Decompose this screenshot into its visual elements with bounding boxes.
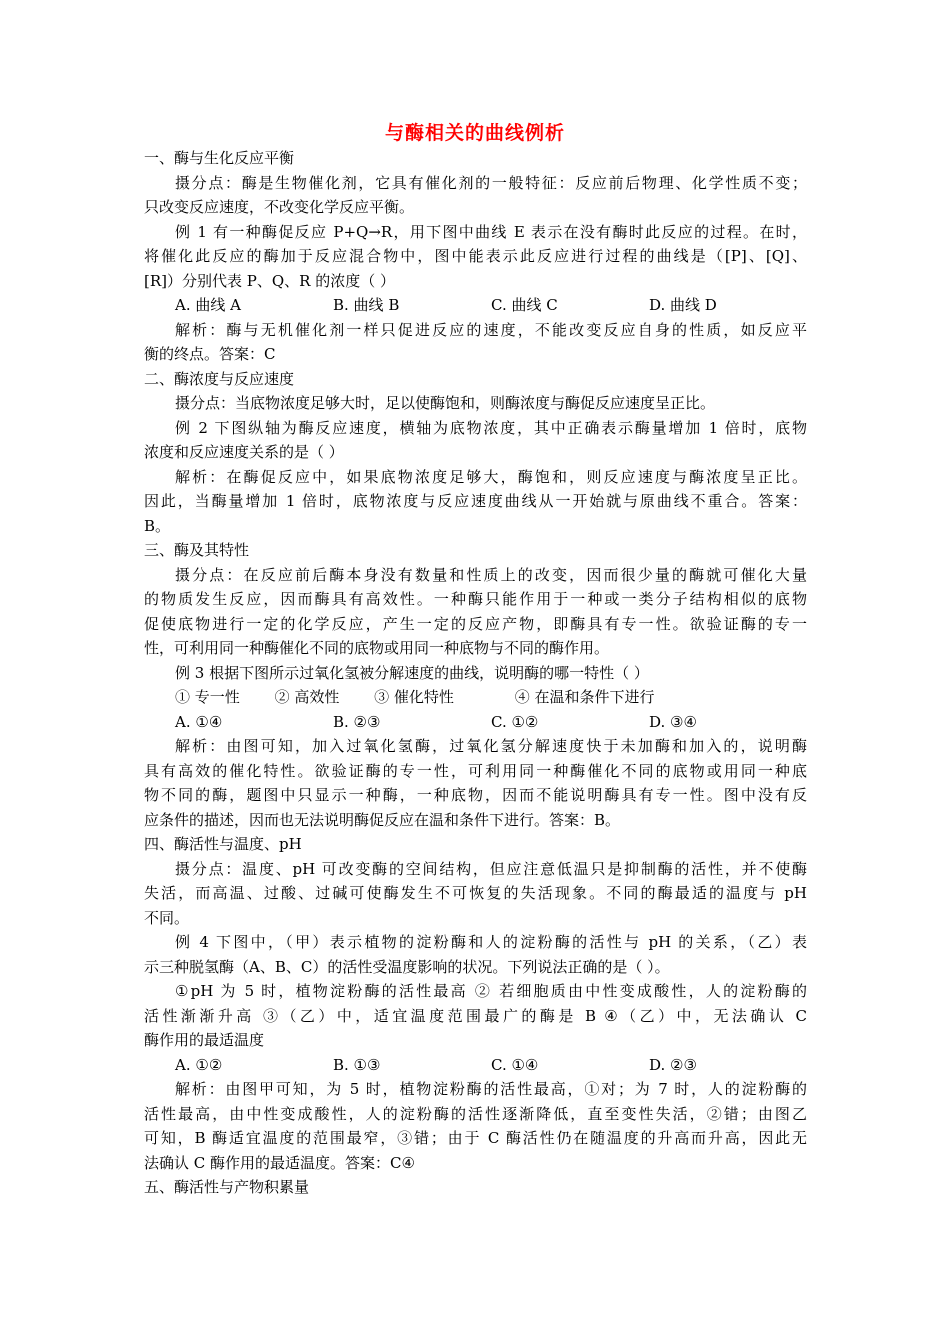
option-b: B. ①③ xyxy=(333,1055,381,1074)
paragraph-line: 应条件的描述，因而也无法说明酶促反应在温和条件下进行。答案：B。 xyxy=(144,810,621,829)
document-title: 与酶相关的曲线例析 xyxy=(384,122,565,144)
paragraph-line: 摄分点：酶是生物催化剂，它具有催化剂的一般特征：反应前后物理、化学性质不变； xyxy=(175,173,807,192)
paragraph-line: 酶作用的最适温度 xyxy=(144,1031,265,1049)
option-d: D. ②③ xyxy=(649,1055,697,1074)
paragraph-line: 摄分点：当底物浓度足够大时，足以使酶饱和，则酶浓度与酶促反应速度呈正比。 xyxy=(175,394,716,412)
section-heading-3: 三、酶及其特性 xyxy=(144,541,250,559)
paragraph-line: 例 2 下图纵轴为酶反应速度，横轴为底物浓度，其中正确表示酶量增加 1 倍时，底物 xyxy=(175,418,807,437)
paragraph-line: 解析：酶与无机催化剂一样只促进反应的速度，不能改变反应自身的性质，如反应平 xyxy=(175,320,807,339)
answer-options-3 xyxy=(144,710,807,735)
paragraph-line: 可知，B 酶适宜温度的范围最窄，③错；由于 C 酶活性仍在随温度的升高而升高，因此无 xyxy=(144,1129,807,1147)
paragraph-line: 性，可利用同一种酶催化不同的底物或用同一种底物与不同的酶作用。 xyxy=(144,639,610,657)
option-a: A. ①② xyxy=(175,1055,223,1074)
paragraph-line: 活性渐渐升高 ③（乙）中，适宜温度范围最广的酶是 B ④（乙）中，无法确认 C xyxy=(144,1006,807,1025)
paragraph-line: 例 1 有一种酶促反应 P+Q→R，用下图中曲线 E 表示在没有酶时此反应的过程。在时， xyxy=(175,222,807,241)
paragraph-line: 例 4 下图中，（甲）表示植物的淀粉酶和人的淀粉酶的活性与 pH 的关系，（乙）表 xyxy=(175,933,807,951)
paragraph-line: 因此，当酶量增加 1 倍时，底物浓度与反应速度曲线从一开始就与原曲线不重合。答案： xyxy=(144,492,807,510)
paragraph-line: 的物质发生反应，因而酶具有高效性。一种酶只能作用于一种或一类分子结构相似的底物 xyxy=(144,590,807,608)
option-c: C. 曲线 C xyxy=(491,296,558,314)
statement-item: ② 高效性 xyxy=(274,688,340,706)
paragraph-line: 失活，而高温、过酸、过碱可使酶发生不可恢复的失活现象。不同的酶最适的温度与 pH xyxy=(144,884,807,902)
paragraph-line: 摄分点：温度、pH 可改变酶的空间结构，但应注意低温只是抑制酶的活性，并不使酶 xyxy=(175,859,807,878)
paragraph-line: 将催化此反应的酶加于反应混合物中，图中能表示此反应进行过程的曲线是（[P]、[Q]、 xyxy=(144,247,807,265)
paragraph-line: 只改变反应速度，不改变化学反应平衡。 xyxy=(144,198,415,216)
section-heading-4: 四、酶活性与温度、pH xyxy=(144,835,302,853)
statement-item: ① 专一性 xyxy=(175,688,240,706)
section-heading-5: 五、酶活性与产物积累量 xyxy=(144,1178,310,1196)
option-a: A. ①④ xyxy=(175,712,223,731)
answer-options-4 xyxy=(144,1053,807,1078)
document-body xyxy=(144,146,807,1200)
option-d: D. 曲线 D xyxy=(649,296,717,314)
statement-items-3 xyxy=(144,685,807,710)
option-b: B. ②③ xyxy=(333,712,381,731)
paragraph-line: 活性最高，由中性变成酸性，人的淀粉酶的活性逐渐降低，直至变性失活，②错；由图乙 xyxy=(144,1104,807,1123)
paragraph-line: 具有高效的催化特性。欲验证酶的专一性，可利用同一种酶催化不同的底物或用同一种底 xyxy=(144,761,807,780)
statement-item: ③ 催化特性 xyxy=(374,688,454,706)
paragraph-line: 促使底物进行一定的化学反应，产生一定的反应产物，即酶具有专一性。欲验证酶的专一 xyxy=(144,614,807,633)
paragraph-line: 衡的终点。答案：C xyxy=(144,345,276,363)
paragraph-line: B。 xyxy=(144,516,171,535)
paragraph-line: 不同。 xyxy=(144,908,190,927)
option-d: D. ③④ xyxy=(649,712,697,731)
paragraph-line: 物不同的酶，题图中只显示一种酶，一种底物，因而不能说明酶具有专一性。图中没有反 xyxy=(144,786,807,804)
paragraph-line: 解析：由图可知，加入过氧化氢酶，过氧化氢分解速度快于未加酶和加入的，说明酶 xyxy=(175,737,807,755)
option-b: B. 曲线 B xyxy=(333,296,400,314)
paragraph-line: 浓度和反应速度关系的是（ ） xyxy=(144,443,344,461)
paragraph-line: 解析：由图甲可知，为 5 时，植物淀粉酶的活性最高，①对；为 7 时，人的淀粉酶的 xyxy=(175,1080,807,1098)
section-heading-1: 一、酶与生化反应平衡 xyxy=(144,149,295,167)
option-c: C. ①④ xyxy=(491,1055,539,1074)
paragraph-line: 法确认 C 酶作用的最适温度。答案：C④ xyxy=(144,1153,415,1172)
paragraph-line: 摄分点：在反应前后酶本身没有数量和性质上的改变，因而很少量的酶就可催化大量 xyxy=(175,565,807,584)
option-c: C. ①② xyxy=(491,712,539,731)
paragraph-line: 解析：在酶促反应中，如果底物浓度足够大，酶饱和，则反应速度与酶浓度呈正比。 xyxy=(175,467,807,486)
paragraph-line: 例 3 根据下图所示过氧化氢被分解速度的曲线，说明酶的哪一特性（ ） xyxy=(175,663,649,682)
answer-options-1 xyxy=(144,293,807,318)
statement-item: ④ 在温和条件下进行 xyxy=(514,688,655,706)
section-heading-2: 二、酶浓度与反应速度 xyxy=(144,369,295,388)
option-a: A. 曲线 A xyxy=(175,296,241,314)
paragraph-line: ①pH 为 5 时，植物淀粉酶的活性最高 ② 若细胞质由中性变成酸性，人的淀粉酶的 xyxy=(175,982,807,1000)
paragraph-line: [R]）分别代表 P、Q、R 的浓度（ ） xyxy=(144,271,395,290)
paragraph-line: 示三种脱氢酶（A、B、C）的活性受温度影响的状况。下列说法正确的是（ ）。 xyxy=(144,957,670,976)
